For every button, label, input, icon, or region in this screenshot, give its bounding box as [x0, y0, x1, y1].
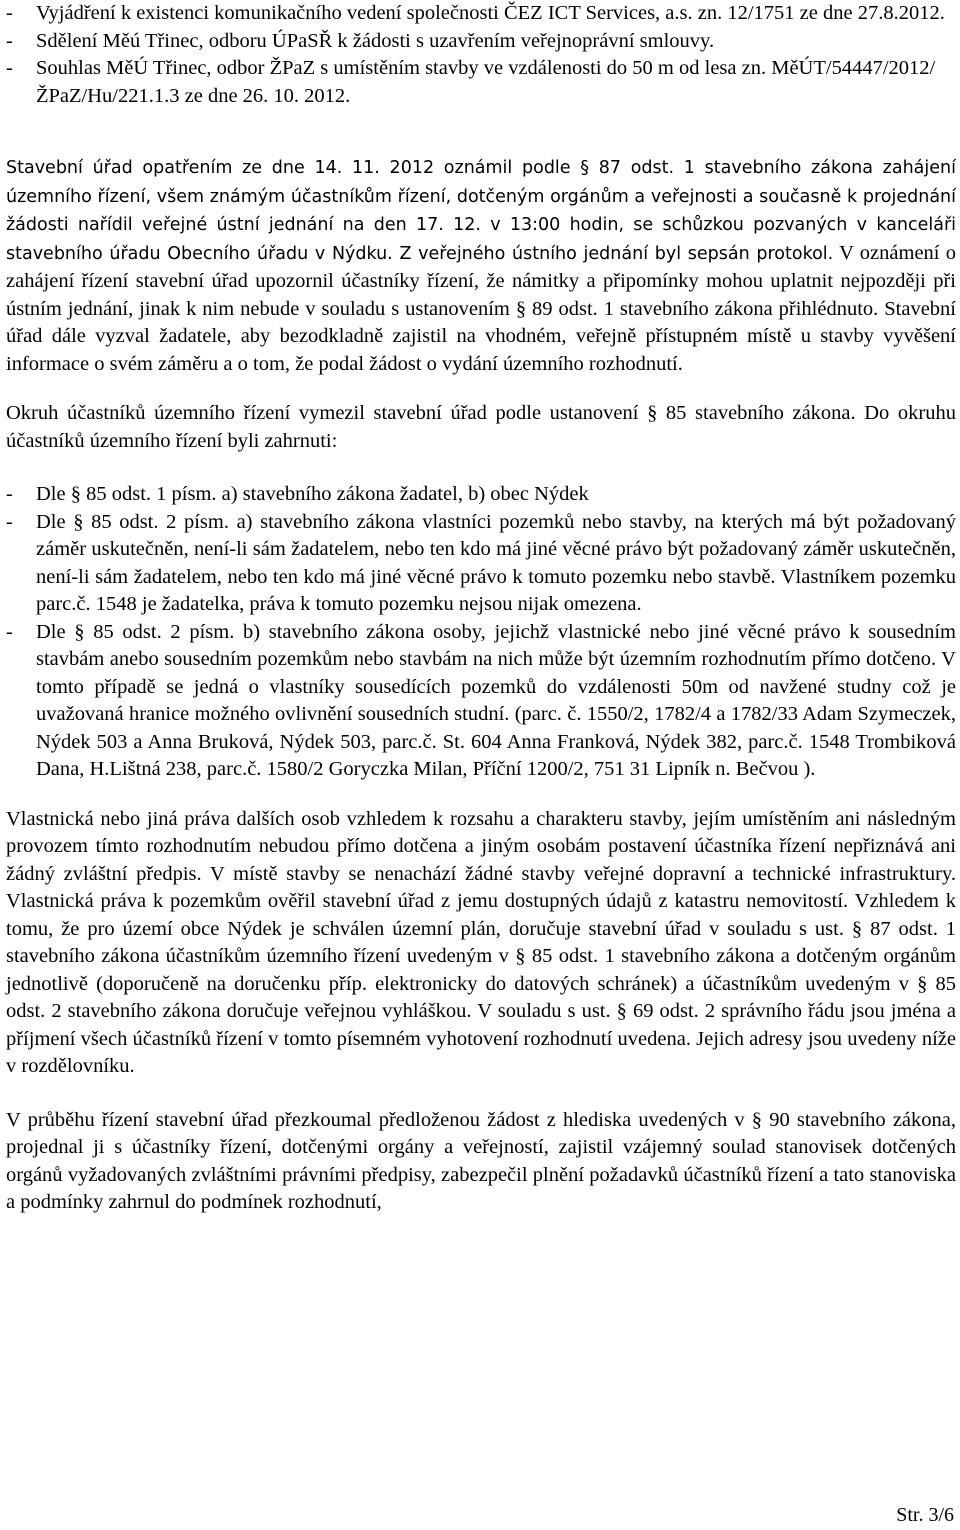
list-bullet: - — [6, 29, 13, 52]
paragraph-zahajeni — [6, 154, 956, 378]
page-number: Str. 3/6 — [896, 1504, 954, 1526]
list-bullet: - — [6, 2, 13, 24]
list-item — [6, 0, 956, 28]
list-item-text: Dle § 85 odst. 1 písm. a) stavebního zákona žadatel, b) obec Nýdek — [36, 483, 589, 505]
list-item — [6, 28, 956, 56]
paragraph-text-sans: Stavební úřad opatřením ze dne 14. 11. 2012 oznámil podle § 87 odst. 1 stavebního zákona zahájení územního řízení, všem známým účastníkům řízení, dotčeným orgánům a veřejnosti a současně k projednání žádosti nařídil veřejné ústní jednání na den 17. 12. v 13:00 hodin, se schůzkou pozvaných v kanceláři stavebního úřadu Obecního úřadu v Nýdku. Z veřejného ústního jednání byl sepsán protokol. — [6, 158, 956, 264]
list-bullet: - — [6, 483, 13, 505]
intro-list — [6, 0, 956, 110]
paragraph-prubeh-rizeni: V průběhu řízení stavební úřad přezkoumal předloženou žádost z hlediska uvedených v § 90 stavebního zákona, projednal ji s účastníky řízení, dotčenými orgány a veřejností, zajistil vzájemný soulad stanovisek dotčených orgánů vyžadovaných zvláštními právními předpisy, zabezpečil plnění požadavků účastníků řízení a tato stanoviska a podmínky zahrnul do podmínek rozhodnutí, — [6, 1108, 956, 1213]
list-bullet: - — [6, 510, 13, 533]
list-item-text: Sdělení Měú Třinec, odboru ÚPaSŘ k žádosti s uzavřením veřejnoprávní smlouvy. — [36, 29, 715, 52]
paragraph-vlastnicka-prava: Vlastnická nebo jiná práva dalších osob vzhledem k rozsahu a charakteru stavby, jejím umístěním ani následným provozem tímto rozhodnutím nebudou přímo dotčena a jiným osobám postavení účastníka řízení nepřiznává ani žádný zvláštní předpis. V místě stavby se nenachází žádné stavby veřejné dopravní a technické infrastruktury. Vlastnická práva k pozemkům ověřil stavební úřad z jemu dostupných údajů z katastru nemovitostí. Vzhledem k tomu, že pro území obce Nýdek je schválen územní plán, doručuje stavební úřad v souladu s ust. § 87 odst. 1 stavebního zákona účastníkům územního řízení uvedeným v § 85 odst. 1 stavebního zákona a dotčeným orgánům jednotlivě (doporučeně na doručenku příp. elektronicky do datových schránek) a účastníkům uvedeným v § 85 odst. 2 stavebního zákona doručuje veřejnou vyhláškou. V souladu s ust. § 69 odst. 2 správního řádu jsou jména a příjmení všech účastníků řízení v tomto písemném vyhotovení rozhodnutí uvedena. Jejich adresy jsou uvedeny níže v rozdělovníku. — [6, 807, 956, 1077]
list-bullet: - — [6, 57, 13, 79]
list-item-text: Dle § 85 odst. 2 písm. a) stavebního zákona vlastníci pozemků nebo stavby, na kterých má být požadovaný záměr uskutečněn, není-li sám žadatelem, nebo ten kdo má jiné věcné právo být požadovaný záměr uskutečněn, není-li sám žadatelem, nebo ten kdo má jiné věcné právo k tomuto pozemku nebo stavbě. Vlastníkem pozemku parc.č. 1548 je žadatelka, práva k tomuto pozemku nejsou nijak omezena. — [36, 510, 956, 615]
list-bullet: - — [6, 620, 13, 643]
list-item-text: Vyjádření k existenci komunikačního vedení společnosti ČEZ ICT Services, a.s. zn. 12/1751 ze dne 27.8.2012. — [36, 2, 945, 24]
list-item-text: Souhlas MěÚ Třinec, odbor ŽPaZ s umístěním stavby ve vzdálenosti do 50 m od lesa zn. MěÚT/54447/2012/ŽPaZ/Hu/221.1.3 ze dne 26. 10. 2012. — [36, 57, 936, 107]
list-item — [6, 619, 956, 784]
list-item-text: Dle § 85 odst. 2 písm. b) stavebního zákona osoby, jejichž vlastnické nebo jiné věcné právo k sousedním stavbám anebo sousedním pozemkům nebo stavbám na nich může být územním rozhodnutím přímo dotčeno. V tomto případě se jedná o vlastníky sousedících pozemků do vzdálenosti 50m od navžené studny což je uvažovaná hranice možného ovlivnění sousedních studní. (parc. č. 1550/2, 1782/4 a 1782/33 Adam Szymeczek, Nýdek 503 a Anna Bruková, Nýdek 503, parc.č. St. 604 Anna Franková, Nýdek 382, parc.č. 1548 Trombiková Dana, H.Lištná 238, parc.č. 1580/2 Goryczka Milan, Příční 1200/2, 751 31 Lipník n. Bečvou ). — [36, 620, 956, 780]
participants-list — [6, 481, 956, 784]
list-item — [6, 55, 956, 110]
list-item — [6, 509, 956, 619]
document-page — [6, 0, 956, 1217]
list-item — [6, 481, 956, 509]
paragraph-okruh: Okruh účastníků územního řízení vymezil stavební úřad podle ustanovení § 85 stavebního zákona. Do okruhu účastníků územního řízení byli zahrnuti: — [6, 402, 956, 452]
paragraph-text: V oznámení o zahájení řízení stavební úřad upozornil účastníky řízení, že námitky a připomínky mohou uplatnit nejpozději při ústním jednání, jinak k nim nebude v souladu s ustanovením § 89 odst. 1 stavebního zákona přihlédnuto. Stavební úřad dále vyzval žadatele, aby bezodkladně zajistil na vhodném, veřejně přístupném místě u stavby vyvěšení informace o svém záměru a o tom, že podal žádost o vydání územního rozhodnutí. — [6, 241, 956, 375]
